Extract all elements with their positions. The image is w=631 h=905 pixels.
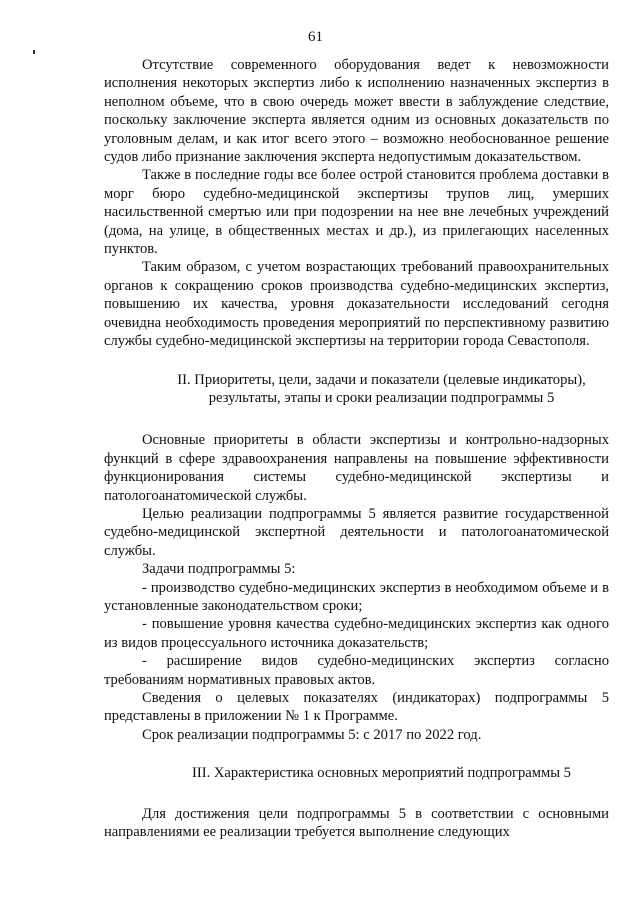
list-item: - повышение уровня качества судебно-медицинских экспертиз как одного из видов процессуального источника доказательств;: [104, 616, 609, 651]
section-heading-3: III. Характеристика основных мероприятий подпрограммы 5: [192, 765, 571, 782]
list-item: - расширение видов судебно-медицинских экспертиз согласно требованиям нормативных правовых актов.: [104, 653, 609, 688]
paragraph: Задачи подпрограммы 5:: [142, 561, 296, 578]
paragraph: Таким образом, с учетом возрастающих требований правоохранительных органов к сокращению сроков производства судебно-медицинских экспертиз, повышению их качества, уровня доказательности исследований сегодня очевидна необходимость проведения мероприятий по перспективному развитию службы судебно-медицинской экспертизы на территории города Севастополя.: [104, 259, 609, 350]
document-body: [104, 56, 609, 841]
page-number: 61: [308, 29, 323, 45]
margin-mark: [33, 50, 35, 54]
paragraph: Основные приоритеты в области экспертизы и контрольно-надзорных функций в сфере здравоохранения направлены на повышение эффективности функционирования системы судебно-медицинской экспертизы и патологоанатомической службы.: [104, 432, 609, 504]
paragraph: Сведения о целевых показателях (индикаторах) подпрограммы 5 представлены в приложении № 1 к Программе.: [104, 690, 609, 725]
section-heading-2: II. Приоритеты, цели, задачи и показатели (целевые индикаторы), результаты, этапы и сроки реализации подпрограммы 5: [177, 371, 586, 406]
list-item: - производство судебно-медицинских экспертиз в необходимом объеме и в установленные законодательством сроки;: [104, 579, 609, 614]
paragraph: Целью реализации подпрограммы 5 является развитие государственной судебно-медицинской экспертной деятельности и патологоанатомической службы.: [104, 505, 609, 559]
paragraph: Также в последние годы все более острой становится проблема доставки в морг бюро судебно-медицинской экспертизы трупов лиц, умерших насильственной смертью или при подозрении на нее вне лечебных учреждений (дома, на улице, в общественных местах и др.), из прилегающих населенных пунктов.: [104, 167, 609, 258]
paragraph: Отсутствие современного оборудования ведет к невозможности исполнения некоторых экспертиз либо к исполнению назначенных экспертиз в неполном объеме, что в свою очередь может ввести в заблуждение следствие, поскольку заключение эксперта является одним из основных доказательств по уголовным делам, и как итог всего этого – возможно необоснованное решение судов либо признание заключения эксперта недопустимым доказательством.: [104, 57, 609, 166]
paragraph: Срок реализации подпрограммы 5: с 2017 по 2022 год.: [142, 726, 482, 743]
paragraph: Для достижения цели подпрограммы 5 в соответствии с основными направлениями ее реализации требуется выполнение следующих: [104, 805, 609, 841]
